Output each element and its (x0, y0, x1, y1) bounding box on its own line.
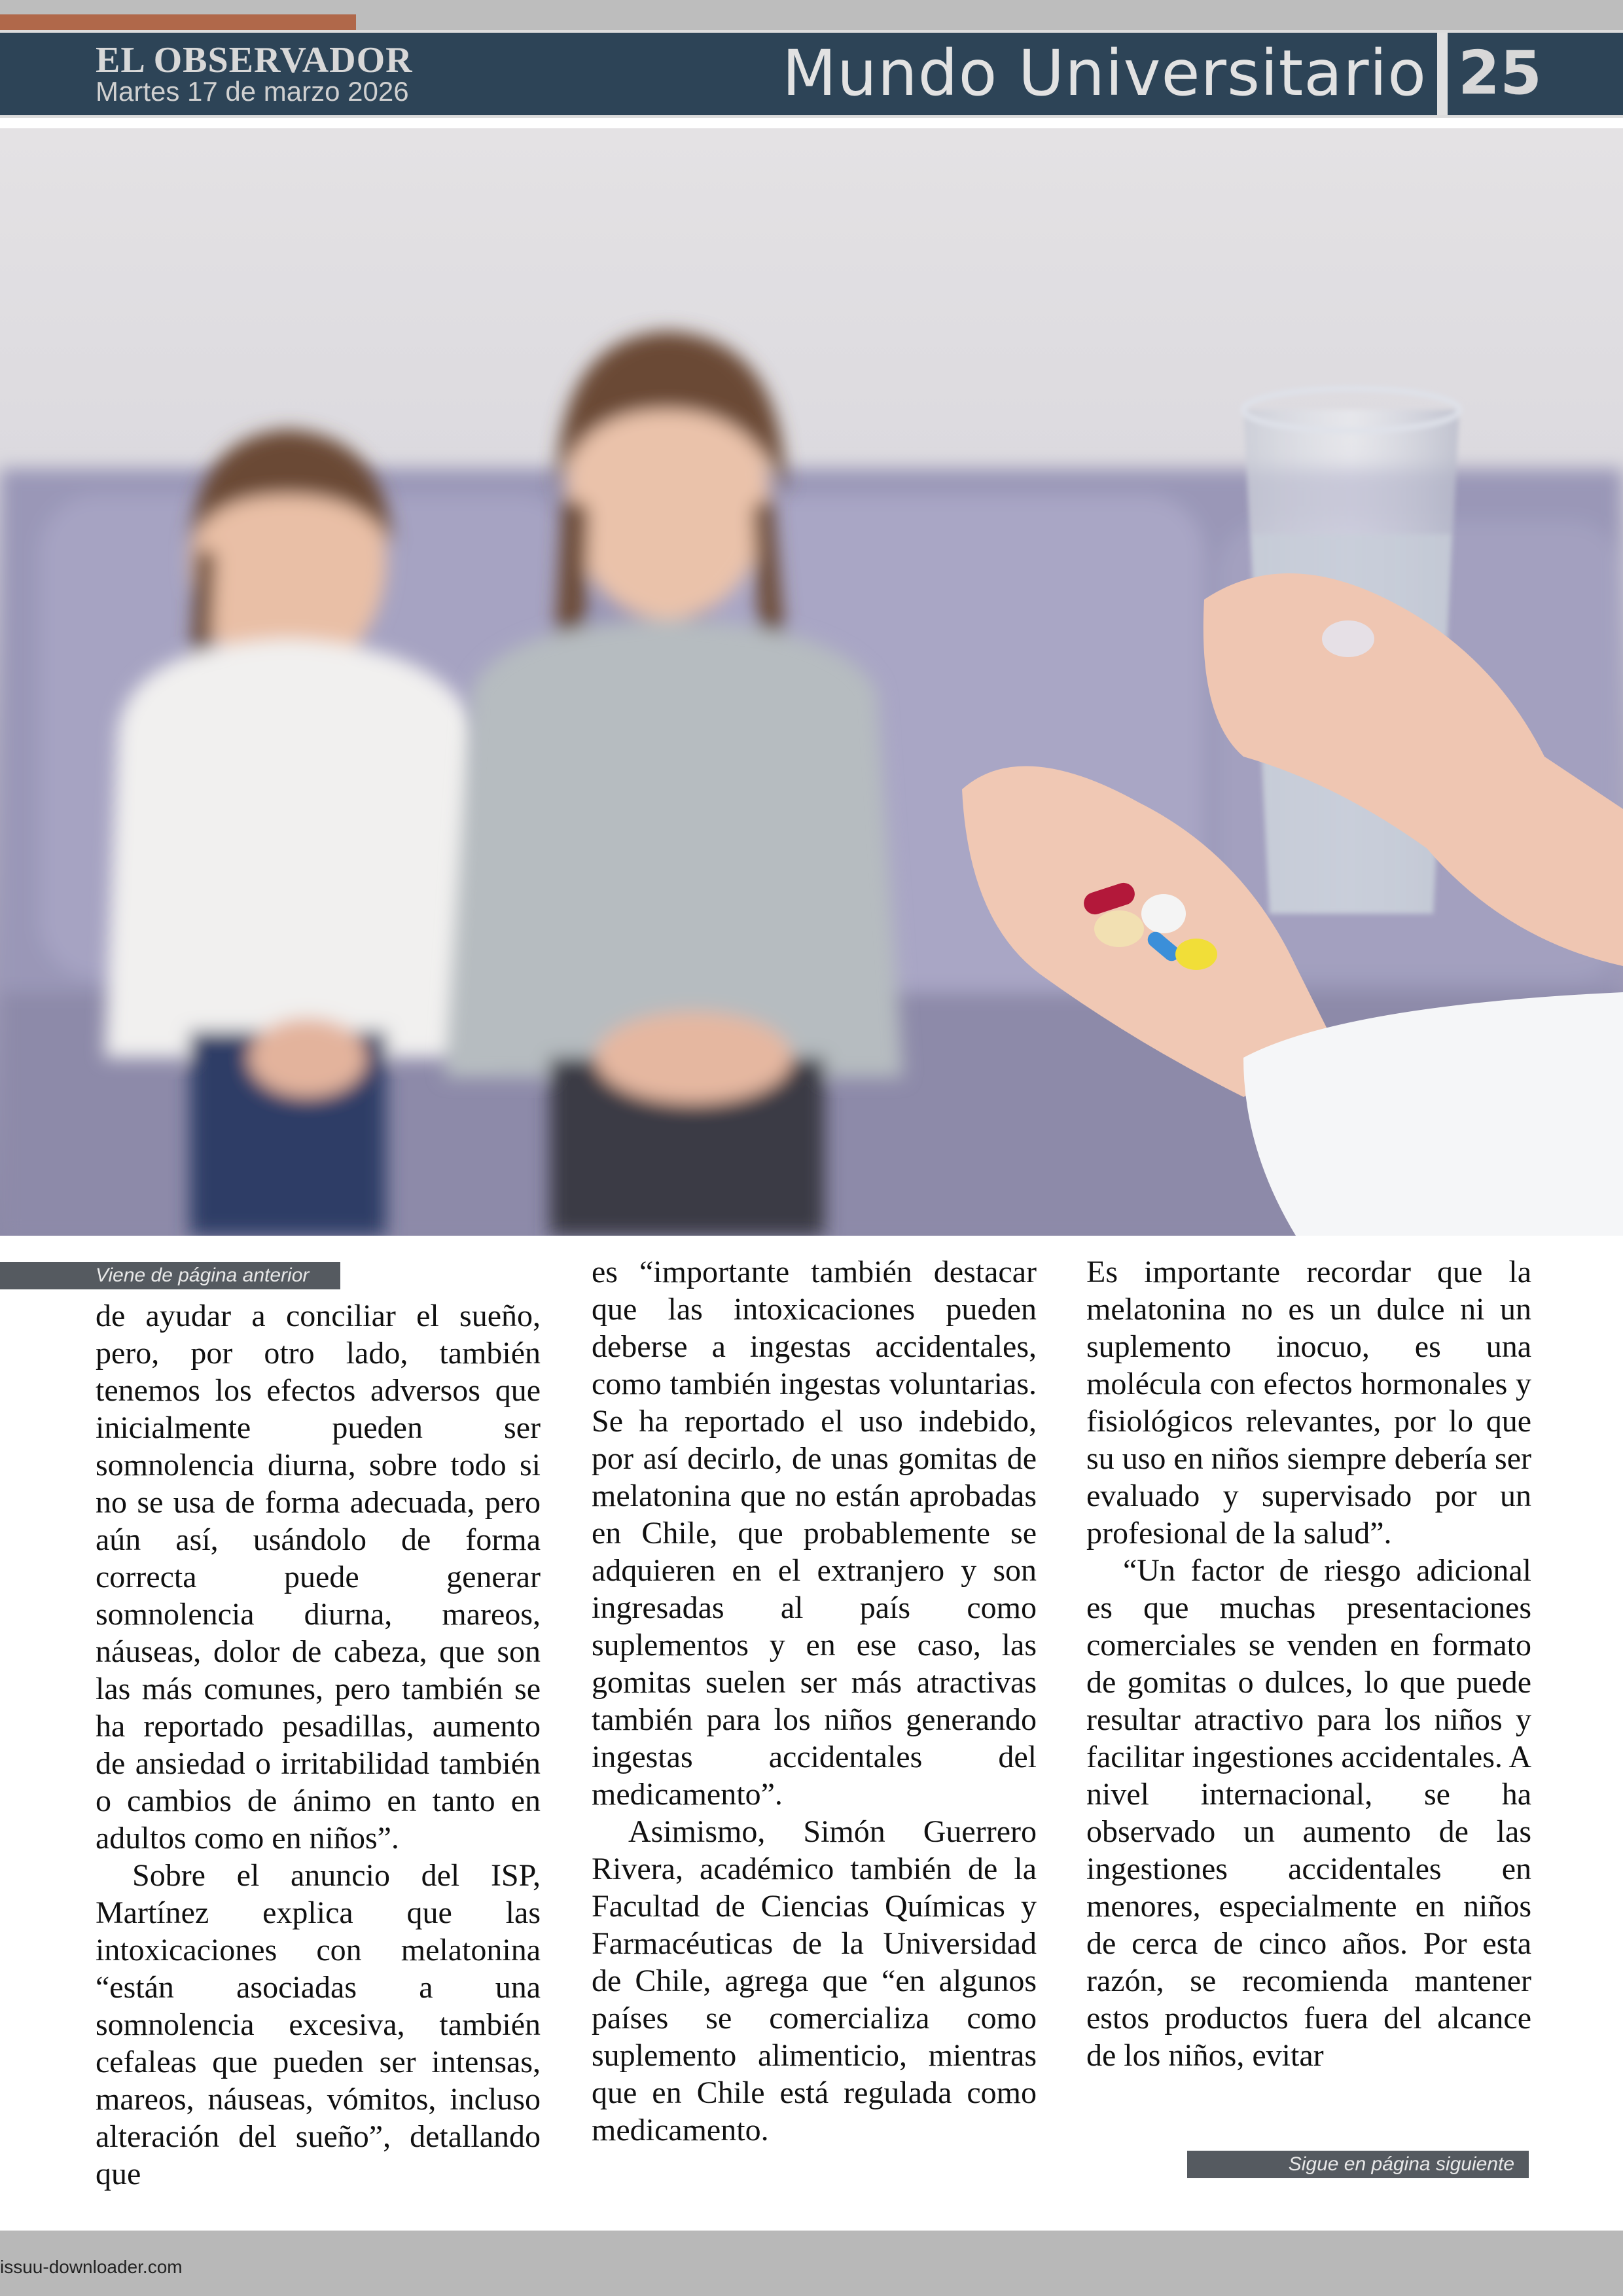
photo-illustration (0, 128, 1623, 1236)
page-number: 25 (1458, 38, 1543, 108)
paragraph: Sobre el anuncio del ISP, Martínez explica que las intoxicaciones con melatonina “están asociadas a una somnolencia excesiva, también cefaleas que pueden ser intensas, mareos, náuseas, vómitos, incluso alteración del sueño”, detallando que (96, 1858, 541, 2191)
masthead-divider (1437, 33, 1448, 115)
top-accent-bar (0, 14, 356, 30)
paragraph: es “importante también destacar que las intoxicaciones pueden deberse a ingestas accidentales, como también ingestas voluntarias. Se ha reportado el uso indebido, por así decirlo, de unas gomitas de melatonina que no están aprobadas en Chile, que probablemente se adquieren en el extranjero y son ingresadas al país como suplementos y en ese caso, las gomitas suelen ser más atractivas también para los niños generando ingestas accidentales del medicamento”. (592, 1255, 1037, 1812)
paragraph: Asimismo, Simón Guerrero Rivera, académico también de la Facultad de Ciencias Químicas y Farmacéuticas de la Universidad de Chile, agrega que “en algunos países se comercializa como suplemento alimenticio, mientras que en Chile está regulada como medicamento. (592, 1814, 1037, 2147)
paragraph: de ayudar a conciliar el sueño, pero, por otro lado, también tenemos los efectos adversos que inicialmente pueden ser somnolencia diurna, sobre todo si no se usa de forma adecuada, pero aún así, usándolo de forma correcta puede generar somnolencia diurna, mareos, náuseas, dolor de cabeza, que son las más comunes, pero también se ha reportado pesadillas, aumento de ansiedad o irritabilidad también o cambios de ánimo en tanto en adultos como en niños”. (96, 1299, 541, 1856)
section-title: Mundo Universitario (782, 37, 1427, 110)
newspaper-name: EL OBSERVADOR (96, 40, 413, 81)
watermark-link[interactable]: issuu-downloader.com (0, 2257, 183, 2277)
article-column-1 (96, 1297, 541, 2193)
article-column-2 (592, 1253, 1037, 2149)
continued-from-label: Viene de página anterior (0, 1262, 340, 1289)
paragraph: “Un factor de riesgo adicional es que muchas presentaciones comerciales se venden en formato de gomitas o dulces, lo que puede resultar atractivo para los niños y facilitar ingestiones accidentales. A nivel internacional, se ha observado un aumento de las ingestiones accidentales en menores, especialmente en niños de cerca de cinco años. Por esta razón, se recomienda mantener estos productos fuera del alcance de los niños, evitar (1086, 1553, 1531, 2073)
masthead (0, 30, 1623, 118)
paragraph: Es importante recordar que la melatonina no es un dulce ni un suplemento inocuo, es una molécula con efectos hormonales y fisiológicos relevantes, por lo que su uso en niños siempre debería ser evaluado y supervisado por un profesional de la salud”. (1086, 1255, 1531, 1551)
article-photo (0, 128, 1623, 1236)
article-column-3 (1086, 1253, 1531, 2074)
footer-bar (0, 2231, 1623, 2296)
issue-date: Martes 17 de marzo 2026 (96, 76, 409, 107)
continues-on-label: Sigue en página siguiente (1187, 2151, 1529, 2178)
